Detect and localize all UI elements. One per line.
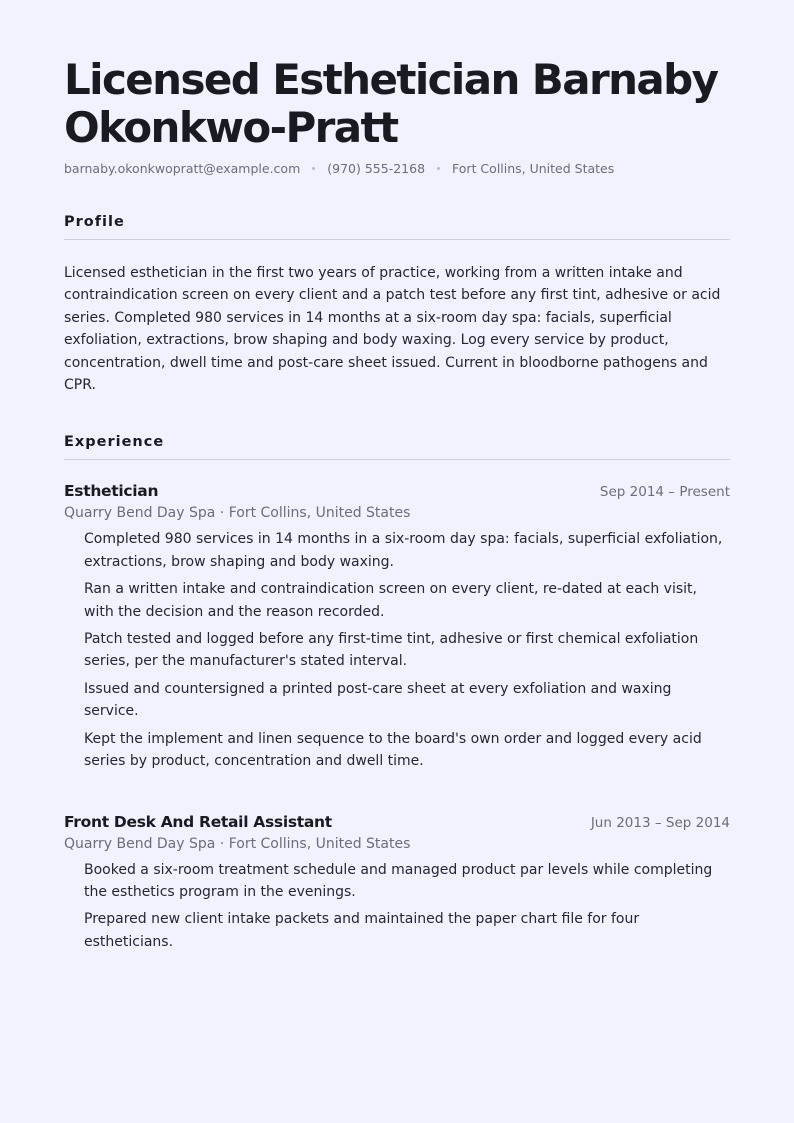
- contact-line: [64, 161, 730, 176]
- candidate-name: Licensed Esthetician Barnaby Okonkwo-Pratt: [64, 55, 718, 152]
- contact-separator: [312, 167, 315, 170]
- job-bullet: Completed 980 services in 14 months in a six-room day spa: facials, superficial exfoliation, extractions, brow shaping and body waxing.: [84, 531, 723, 570]
- job-dates: Sep 2014 – Present: [599, 484, 730, 501]
- job-bullets: [64, 528, 730, 772]
- job-bullet: Prepared new client intake packets and maintained the paper chart file for four estheticians.: [84, 911, 640, 950]
- job-entry: [64, 482, 730, 772]
- contact-email[interactable]: barnaby.okonkwopratt@example.com: [64, 161, 301, 176]
- job-bullet: Booked a six-room treatment schedule and managed product par levels while completing the esthetics program in the evenings.: [84, 861, 713, 900]
- experience-section: [64, 434, 730, 953]
- job-company: Quarry Bend Day Spa · Fort Collins, United States: [64, 835, 411, 852]
- job-header: [64, 482, 730, 500]
- profile-section: [64, 214, 730, 396]
- job-bullet: Ran a written intake and contraindication screen on every client, re-dated at each visit, with the decision and the reason recorded.: [84, 581, 697, 620]
- experience-heading: Experience: [64, 434, 730, 460]
- job-bullet: Kept the implement and linen sequence to the board's own order and logged every acid series by product, concentration and dwell time.: [84, 730, 702, 770]
- job-entry: [64, 813, 730, 954]
- job-bullet: Issued and countersigned a printed post-care sheet at every exfoliation and waxing service.: [84, 680, 672, 720]
- job-header: [64, 813, 730, 831]
- profile-heading: Profile: [64, 214, 730, 240]
- contact-separator: [437, 167, 440, 170]
- job-company: Quarry Bend Day Spa · Fort Collins, United States: [64, 505, 411, 522]
- job-bullets: [64, 859, 730, 954]
- job-dates: Jun 2013 – Sep 2014: [590, 814, 730, 831]
- job-title: Esthetician: [64, 482, 159, 501]
- profile-summary: Licensed esthetician in the first two years of practice, working from a written intake and contraindication screen on every client and a patch test before any first tint, adhesive or acid series. Completed 980 services in 14 months at a six-room day spa: facials, superficial exfoliation, extractions, brow shaping and body waxing. Log every service by product, concentration, dwell time and post-care sheet issued. Current in bloodborne pathogens and CPR.: [64, 265, 721, 394]
- job-title: Front Desk And Retail Assistant: [64, 812, 332, 831]
- contact-location: Fort Collins, United States: [452, 161, 615, 176]
- contact-phone[interactable]: (970) 555-2168: [327, 161, 426, 176]
- job-bullet: Patch tested and logged before any first-time tint, adhesive or first chemical exfoliation series, per the manufacturer's stated interval.: [84, 631, 699, 670]
